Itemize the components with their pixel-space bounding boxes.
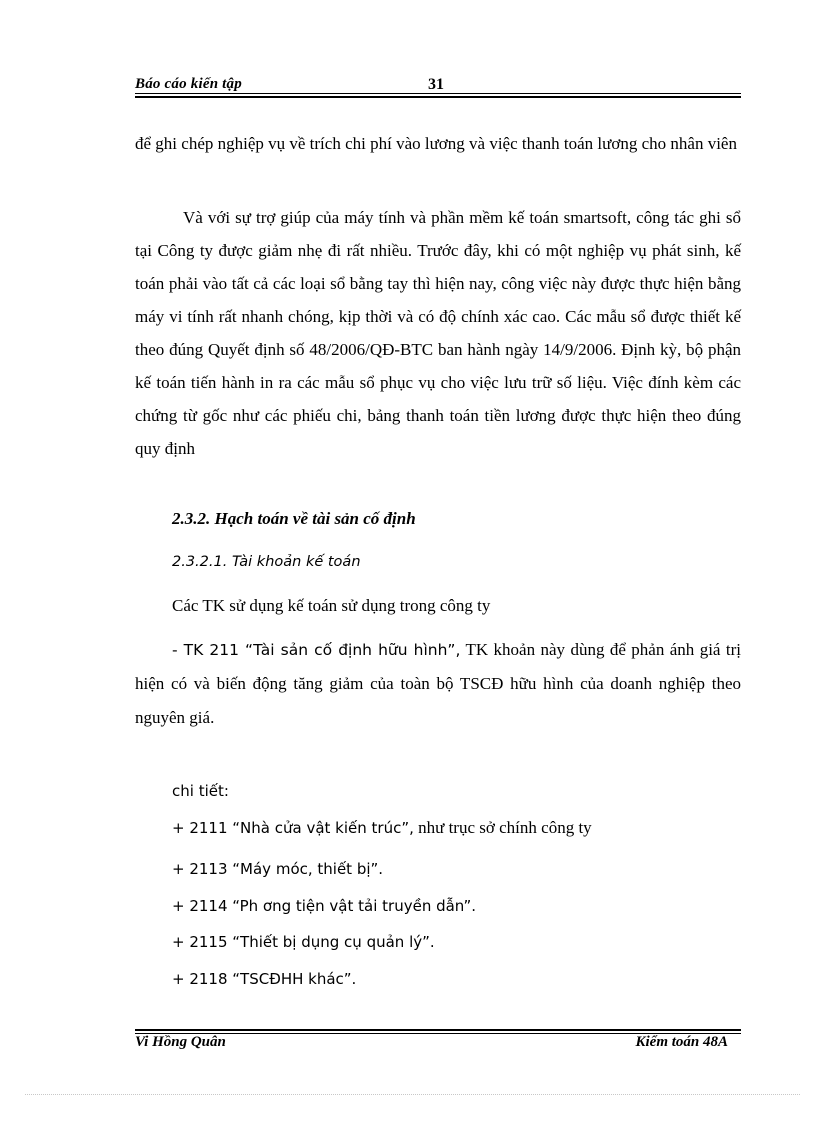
- detail-label: chi tiết:: [172, 782, 229, 800]
- paragraph-continuation: để ghi chép nghiệp vụ về trích chi phí vào lương và việc thanh toán lương cho nhân viên: [135, 134, 737, 153]
- footer-author: Vi Hồng Quân: [135, 1034, 226, 1050]
- item-2114: + 2114 “Ph ơng tiện vật tải truyền dẫn”.: [172, 897, 477, 915]
- tk-intro-line: Các TK sử dụng kế toán sử dụng trong công ty: [172, 596, 491, 615]
- item-2111: [172, 818, 592, 838]
- page-number: 31: [428, 76, 444, 93]
- footer-class: Kiểm toán 48A: [635, 1034, 728, 1050]
- tk211-paragraph: [135, 633, 741, 735]
- tk211-lead: - TK 211 “Tài sản cố định hữu hình”,: [172, 641, 461, 659]
- item-2111-lead: + 2111 “Nhà cửa vật kiến trúc”,: [172, 819, 414, 837]
- item-2113: + 2113 “Máy móc, thiết bị”.: [172, 860, 384, 878]
- footer-rule-thick: [135, 1029, 741, 1031]
- subsection-heading: 2.3.2.1. Tài khoản kế toán: [172, 554, 361, 570]
- tk211-description: TK khoản này dùng để phản ánh giá trị hiện có và biến động tăng giảm của toàn bộ TSCĐ hữu hình của doanh nghiệp theo nguyên giá.: [135, 640, 741, 727]
- page-edge-divider: [25, 1094, 800, 1095]
- header-rule-thick: [135, 96, 741, 98]
- header-rule: [135, 93, 741, 94]
- item-2111-tail: như trục sở chính công ty: [413, 818, 592, 837]
- header-title: Báo cáo kiến tập: [135, 76, 242, 92]
- section-heading: 2.3.2. Hạch toán về tài sản cố định: [172, 509, 416, 528]
- paragraph-smartsoft: Và với sự trợ giúp của máy tính và phần mềm kế toán smartsoft, công tác ghi sổ tại Công ty được giảm nhẹ đi rất nhiều. Trước đây, khi có một nghiệp vụ phát sinh, kế toán phải vào tất cả các loại sổ bằng tay thì hiện nay, công việc này được thực hiện bằng máy vi tính rất nhanh chóng, kịp thời và có độ chính xác cao. Các mẫu sổ được thiết kế theo đúng Quyết định số 48/2006/QĐ-BTC ban hành ngày 14/9/2006. Định kỳ, bộ phận kế toán tiến hành in ra các mẫu sổ phục vụ cho việc lưu trữ số liệu. Việc đính kèm các chứng từ gốc như các phiếu chi, bảng thanh toán tiền lương được thực hiện theo đúng quy định: [135, 208, 741, 458]
- item-2118: + 2118 “TSCĐHH khác”.: [172, 970, 357, 988]
- item-2115: + 2115 “Thiết bị dụng cụ quản lý”.: [172, 933, 435, 951]
